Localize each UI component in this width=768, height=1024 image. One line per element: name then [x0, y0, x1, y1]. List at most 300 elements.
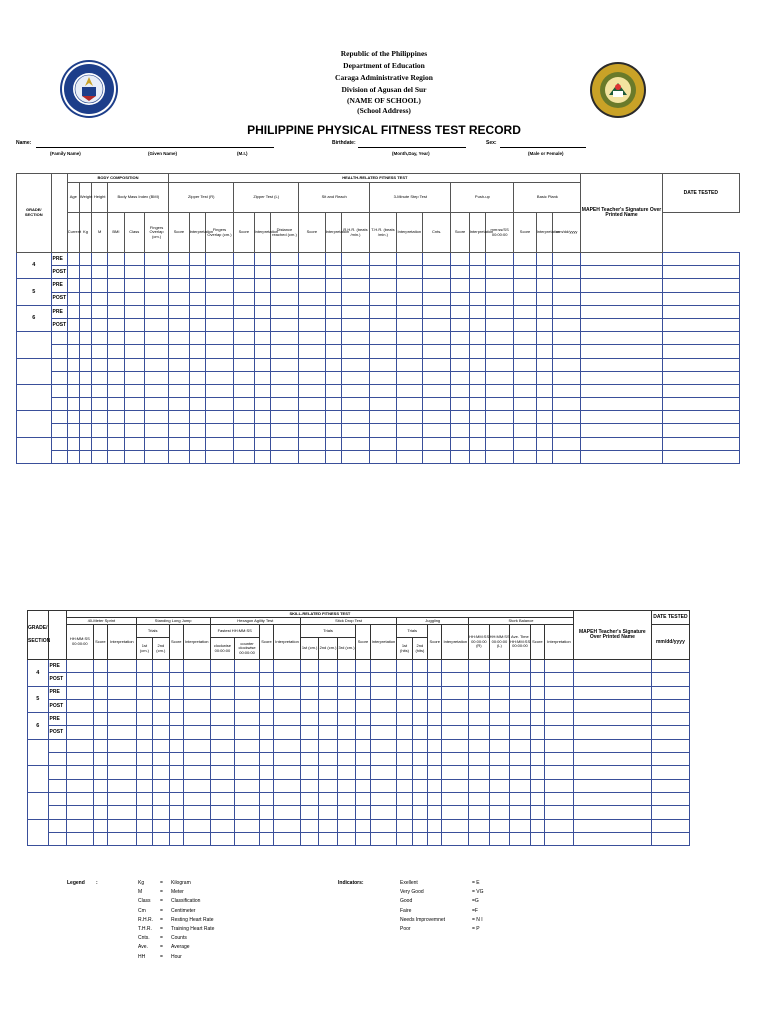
t1-data-cell[interactable]: [396, 332, 422, 345]
t1-data-cell[interactable]: [108, 279, 124, 292]
t1-data-cell[interactable]: [485, 450, 513, 463]
t1-data-cell[interactable]: [581, 332, 662, 345]
t2-data-cell[interactable]: [274, 832, 301, 845]
t2-data-cell[interactable]: [210, 699, 235, 712]
t1-data-cell[interactable]: [108, 411, 124, 424]
t1-data-cell[interactable]: [108, 305, 124, 318]
t1-data-cell[interactable]: [124, 398, 144, 411]
t1-data-cell[interactable]: [662, 305, 739, 318]
t2-data-cell[interactable]: [356, 806, 370, 819]
t1-data-cell[interactable]: [92, 332, 108, 345]
t2-data-cell[interactable]: [651, 660, 689, 673]
t2-data-cell[interactable]: [397, 832, 412, 845]
t1-data-cell[interactable]: [423, 411, 451, 424]
t2-data-cell[interactable]: [210, 686, 235, 699]
t2-data-cell[interactable]: [545, 819, 574, 832]
t2-data-cell[interactable]: [428, 779, 442, 792]
t1-data-cell[interactable]: [325, 279, 341, 292]
t1-data-cell[interactable]: [270, 279, 298, 292]
t1-data-cell[interactable]: [299, 371, 325, 384]
t1-data-cell[interactable]: [79, 318, 91, 331]
t2-data-cell[interactable]: [469, 726, 490, 739]
t1-data-cell[interactable]: [67, 411, 79, 424]
t2-data-cell[interactable]: [412, 753, 427, 766]
t1-data-cell[interactable]: [469, 345, 485, 358]
t1-data-cell[interactable]: [370, 345, 396, 358]
t2-data-cell[interactable]: [259, 779, 273, 792]
t1-data-cell[interactable]: [254, 411, 270, 424]
t2-data-cell[interactable]: [93, 713, 107, 726]
t1-data-cell[interactable]: [662, 345, 739, 358]
t2-data-cell[interactable]: [356, 779, 370, 792]
t2-data-cell[interactable]: [530, 726, 544, 739]
t2-data-cell[interactable]: [274, 753, 301, 766]
t1-data-cell[interactable]: [144, 253, 168, 266]
t2-data-cell[interactable]: [442, 779, 469, 792]
t2-data-cell[interactable]: [136, 779, 152, 792]
t1-data-cell[interactable]: [536, 411, 552, 424]
t1-data-cell[interactable]: [169, 437, 189, 450]
t2-data-cell[interactable]: [469, 713, 490, 726]
t1-data-cell[interactable]: [205, 253, 233, 266]
t2-data-cell[interactable]: [356, 753, 370, 766]
t2-data-cell[interactable]: [108, 673, 137, 686]
t1-data-cell[interactable]: [536, 305, 552, 318]
t2-data-cell[interactable]: [356, 832, 370, 845]
t1-data-cell[interactable]: [370, 318, 396, 331]
t1-data-cell[interactable]: [423, 279, 451, 292]
t2-data-cell[interactable]: [510, 699, 531, 712]
t2-data-cell[interactable]: [153, 699, 169, 712]
t2-data-cell[interactable]: [183, 832, 210, 845]
t1-data-cell[interactable]: [552, 253, 581, 266]
t1-data-cell[interactable]: [536, 266, 552, 279]
t2-data-cell[interactable]: [93, 726, 107, 739]
t1-data-cell[interactable]: [581, 292, 662, 305]
t2-data-cell[interactable]: [469, 792, 490, 805]
t1-data-cell[interactable]: [469, 384, 485, 397]
t2-data-cell[interactable]: [319, 686, 337, 699]
t2-data-cell[interactable]: [274, 819, 301, 832]
t1-data-cell[interactable]: [514, 424, 536, 437]
t1-data-cell[interactable]: [270, 371, 298, 384]
t1-data-cell[interactable]: [341, 253, 369, 266]
t1-data-cell[interactable]: [92, 345, 108, 358]
t2-data-cell[interactable]: [183, 779, 210, 792]
t1-data-cell[interactable]: [370, 424, 396, 437]
t1-data-cell[interactable]: [370, 450, 396, 463]
t1-data-cell[interactable]: [325, 266, 341, 279]
t2-data-cell[interactable]: [397, 713, 412, 726]
t2-data-cell[interactable]: [66, 753, 93, 766]
t2-data-cell[interactable]: [108, 806, 137, 819]
t2-data-cell[interactable]: [412, 673, 427, 686]
t1-data-cell[interactable]: [108, 253, 124, 266]
t1-data-cell[interactable]: [552, 424, 581, 437]
t2-data-cell[interactable]: [510, 753, 531, 766]
t2-data-cell[interactable]: [93, 753, 107, 766]
t1-data-cell[interactable]: [662, 371, 739, 384]
t1-data-cell[interactable]: [92, 437, 108, 450]
t1-data-cell[interactable]: [552, 398, 581, 411]
t2-data-cell[interactable]: [370, 779, 397, 792]
t1-data-cell[interactable]: [396, 253, 422, 266]
t1-data-cell[interactable]: [396, 437, 422, 450]
t2-data-cell[interactable]: [259, 699, 273, 712]
t1-data-cell[interactable]: [662, 253, 739, 266]
t1-data-cell[interactable]: [205, 384, 233, 397]
t1-data-cell[interactable]: [341, 266, 369, 279]
t1-data-cell[interactable]: [299, 345, 325, 358]
t1-data-cell[interactable]: [341, 292, 369, 305]
t1-data-cell[interactable]: [396, 384, 422, 397]
t2-data-cell[interactable]: [136, 792, 152, 805]
t2-data-cell[interactable]: [651, 779, 689, 792]
t2-data-cell[interactable]: [169, 792, 183, 805]
t2-data-cell[interactable]: [442, 673, 469, 686]
t2-data-cell[interactable]: [651, 726, 689, 739]
t1-data-cell[interactable]: [370, 253, 396, 266]
t2-data-cell[interactable]: [337, 726, 355, 739]
t1-data-cell[interactable]: [662, 384, 739, 397]
t2-data-cell[interactable]: [136, 753, 152, 766]
t2-data-cell[interactable]: [169, 753, 183, 766]
t2-data-cell[interactable]: [412, 792, 427, 805]
t2-data-cell[interactable]: [169, 673, 183, 686]
t2-data-cell[interactable]: [93, 673, 107, 686]
t2-data-cell[interactable]: [545, 726, 574, 739]
t1-data-cell[interactable]: [514, 411, 536, 424]
t1-data-cell[interactable]: [79, 424, 91, 437]
t1-data-cell[interactable]: [469, 305, 485, 318]
t2-data-cell[interactable]: [397, 806, 412, 819]
t1-data-cell[interactable]: [423, 398, 451, 411]
t2-data-cell[interactable]: [300, 819, 318, 832]
t2-data-cell[interactable]: [337, 806, 355, 819]
t2-data-cell[interactable]: [573, 779, 651, 792]
t2-data-cell[interactable]: [370, 832, 397, 845]
t2-data-cell[interactable]: [651, 819, 689, 832]
t2-data-cell[interactable]: [235, 766, 260, 779]
t1-data-cell[interactable]: [79, 371, 91, 384]
t1-data-cell[interactable]: [581, 253, 662, 266]
t2-data-cell[interactable]: [469, 806, 490, 819]
t1-data-cell[interactable]: [581, 371, 662, 384]
t1-data-cell[interactable]: [299, 318, 325, 331]
t1-data-cell[interactable]: [370, 398, 396, 411]
t1-data-cell[interactable]: [67, 253, 79, 266]
t1-data-cell[interactable]: [234, 279, 254, 292]
t2-data-cell[interactable]: [428, 726, 442, 739]
t1-data-cell[interactable]: [341, 358, 369, 371]
t2-data-cell[interactable]: [108, 766, 137, 779]
t1-data-cell[interactable]: [169, 305, 189, 318]
t1-data-cell[interactable]: [205, 332, 233, 345]
t2-data-cell[interactable]: [108, 753, 137, 766]
t2-data-cell[interactable]: [319, 766, 337, 779]
t2-data-cell[interactable]: [442, 819, 469, 832]
t1-data-cell[interactable]: [469, 371, 485, 384]
t1-data-cell[interactable]: [485, 332, 513, 345]
t1-data-cell[interactable]: [189, 371, 205, 384]
t2-data-cell[interactable]: [469, 832, 490, 845]
t2-data-cell[interactable]: [319, 819, 337, 832]
t1-data-cell[interactable]: [189, 266, 205, 279]
name-field-line[interactable]: [36, 147, 274, 148]
t2-data-cell[interactable]: [259, 673, 273, 686]
t2-data-cell[interactable]: [136, 713, 152, 726]
t2-data-cell[interactable]: [93, 686, 107, 699]
t1-data-cell[interactable]: [124, 318, 144, 331]
t2-data-cell[interactable]: [651, 739, 689, 752]
t2-data-cell[interactable]: [573, 832, 651, 845]
t2-data-cell[interactable]: [356, 660, 370, 673]
t2-data-cell[interactable]: [183, 713, 210, 726]
t2-data-cell[interactable]: [442, 766, 469, 779]
t2-data-cell[interactable]: [510, 779, 531, 792]
t1-data-cell[interactable]: [451, 253, 469, 266]
t1-data-cell[interactable]: [552, 305, 581, 318]
t2-data-cell[interactable]: [319, 753, 337, 766]
t2-data-cell[interactable]: [370, 726, 397, 739]
t2-data-cell[interactable]: [412, 779, 427, 792]
t2-data-cell[interactable]: [573, 660, 651, 673]
t1-data-cell[interactable]: [67, 266, 79, 279]
t2-data-cell[interactable]: [545, 806, 574, 819]
t2-data-cell[interactable]: [136, 686, 152, 699]
t1-data-cell[interactable]: [662, 411, 739, 424]
t2-data-cell[interactable]: [442, 699, 469, 712]
t2-data-cell[interactable]: [442, 739, 469, 752]
t1-data-cell[interactable]: [536, 279, 552, 292]
t1-data-cell[interactable]: [205, 345, 233, 358]
t1-data-cell[interactable]: [536, 318, 552, 331]
t1-data-cell[interactable]: [205, 318, 233, 331]
t2-data-cell[interactable]: [489, 766, 510, 779]
t1-data-cell[interactable]: [536, 358, 552, 371]
t2-data-cell[interactable]: [169, 779, 183, 792]
t1-data-cell[interactable]: [552, 384, 581, 397]
t1-data-cell[interactable]: [662, 318, 739, 331]
t2-data-cell[interactable]: [337, 753, 355, 766]
t1-data-cell[interactable]: [662, 398, 739, 411]
t2-data-cell[interactable]: [573, 699, 651, 712]
t1-data-cell[interactable]: [254, 253, 270, 266]
t2-data-cell[interactable]: [235, 806, 260, 819]
t2-data-cell[interactable]: [469, 766, 490, 779]
t1-data-cell[interactable]: [169, 292, 189, 305]
t1-data-cell[interactable]: [144, 424, 168, 437]
t1-data-cell[interactable]: [581, 266, 662, 279]
t1-data-cell[interactable]: [341, 345, 369, 358]
t2-data-cell[interactable]: [397, 726, 412, 739]
t2-data-cell[interactable]: [412, 766, 427, 779]
t1-data-cell[interactable]: [189, 318, 205, 331]
t1-data-cell[interactable]: [299, 266, 325, 279]
t2-data-cell[interactable]: [428, 806, 442, 819]
t1-data-cell[interactable]: [234, 398, 254, 411]
t1-data-cell[interactable]: [169, 332, 189, 345]
t2-data-cell[interactable]: [412, 832, 427, 845]
t1-data-cell[interactable]: [270, 292, 298, 305]
t1-data-cell[interactable]: [423, 371, 451, 384]
t1-data-cell[interactable]: [169, 266, 189, 279]
t1-data-cell[interactable]: [169, 345, 189, 358]
t2-data-cell[interactable]: [442, 726, 469, 739]
t1-data-cell[interactable]: [67, 371, 79, 384]
t1-data-cell[interactable]: [67, 384, 79, 397]
t2-data-cell[interactable]: [66, 713, 93, 726]
t1-data-cell[interactable]: [124, 253, 144, 266]
t1-data-cell[interactable]: [370, 437, 396, 450]
t2-data-cell[interactable]: [169, 699, 183, 712]
t2-data-cell[interactable]: [573, 819, 651, 832]
t2-data-cell[interactable]: [489, 739, 510, 752]
t1-data-cell[interactable]: [581, 450, 662, 463]
t2-data-cell[interactable]: [235, 779, 260, 792]
t1-data-cell[interactable]: [169, 398, 189, 411]
t2-data-cell[interactable]: [136, 739, 152, 752]
t1-data-cell[interactable]: [451, 450, 469, 463]
t2-data-cell[interactable]: [428, 819, 442, 832]
t1-data-cell[interactable]: [396, 411, 422, 424]
t2-data-cell[interactable]: [370, 792, 397, 805]
t1-data-cell[interactable]: [124, 305, 144, 318]
t1-data-cell[interactable]: [92, 371, 108, 384]
t2-data-cell[interactable]: [489, 673, 510, 686]
t1-data-cell[interactable]: [341, 332, 369, 345]
t1-data-cell[interactable]: [124, 371, 144, 384]
t2-data-cell[interactable]: [300, 766, 318, 779]
t1-data-cell[interactable]: [270, 398, 298, 411]
t2-data-cell[interactable]: [337, 673, 355, 686]
t1-data-cell[interactable]: [169, 411, 189, 424]
t1-data-cell[interactable]: [485, 266, 513, 279]
t2-data-cell[interactable]: [235, 832, 260, 845]
t2-data-cell[interactable]: [66, 779, 93, 792]
t1-data-cell[interactable]: [581, 437, 662, 450]
t2-data-cell[interactable]: [183, 699, 210, 712]
t2-data-cell[interactable]: [259, 713, 273, 726]
t1-data-cell[interactable]: [396, 358, 422, 371]
t2-data-cell[interactable]: [530, 713, 544, 726]
t2-data-cell[interactable]: [259, 819, 273, 832]
t2-data-cell[interactable]: [510, 819, 531, 832]
t2-data-cell[interactable]: [259, 686, 273, 699]
t2-data-cell[interactable]: [337, 832, 355, 845]
t1-data-cell[interactable]: [396, 318, 422, 331]
t1-data-cell[interactable]: [423, 253, 451, 266]
t1-data-cell[interactable]: [92, 253, 108, 266]
t2-data-cell[interactable]: [545, 779, 574, 792]
t1-data-cell[interactable]: [396, 266, 422, 279]
t1-data-cell[interactable]: [514, 384, 536, 397]
t1-data-cell[interactable]: [108, 398, 124, 411]
t1-data-cell[interactable]: [423, 384, 451, 397]
t1-data-cell[interactable]: [92, 450, 108, 463]
t2-data-cell[interactable]: [66, 686, 93, 699]
t2-data-cell[interactable]: [66, 819, 93, 832]
t1-data-cell[interactable]: [469, 266, 485, 279]
t2-data-cell[interactable]: [235, 753, 260, 766]
t2-data-cell[interactable]: [545, 766, 574, 779]
t1-data-cell[interactable]: [485, 437, 513, 450]
t1-data-cell[interactable]: [124, 358, 144, 371]
t2-data-cell[interactable]: [573, 739, 651, 752]
t1-data-cell[interactable]: [581, 345, 662, 358]
t2-data-cell[interactable]: [153, 779, 169, 792]
t1-data-cell[interactable]: [536, 332, 552, 345]
t1-data-cell[interactable]: [514, 345, 536, 358]
t2-data-cell[interactable]: [370, 660, 397, 673]
t1-data-cell[interactable]: [189, 292, 205, 305]
t2-data-cell[interactable]: [274, 673, 301, 686]
t1-data-cell[interactable]: [205, 266, 233, 279]
t1-data-cell[interactable]: [67, 424, 79, 437]
t2-data-cell[interactable]: [300, 739, 318, 752]
t2-data-cell[interactable]: [530, 699, 544, 712]
t2-data-cell[interactable]: [210, 779, 235, 792]
t2-data-cell[interactable]: [545, 660, 574, 673]
t2-data-cell[interactable]: [153, 792, 169, 805]
t2-data-cell[interactable]: [428, 673, 442, 686]
t2-data-cell[interactable]: [489, 726, 510, 739]
t1-data-cell[interactable]: [92, 305, 108, 318]
t1-data-cell[interactable]: [485, 305, 513, 318]
t2-data-cell[interactable]: [153, 832, 169, 845]
t1-data-cell[interactable]: [325, 384, 341, 397]
t2-data-cell[interactable]: [489, 806, 510, 819]
t1-data-cell[interactable]: [370, 305, 396, 318]
t1-data-cell[interactable]: [552, 332, 581, 345]
t2-data-cell[interactable]: [169, 713, 183, 726]
t2-data-cell[interactable]: [428, 792, 442, 805]
t2-data-cell[interactable]: [397, 660, 412, 673]
t1-data-cell[interactable]: [234, 371, 254, 384]
t2-data-cell[interactable]: [337, 766, 355, 779]
t1-data-cell[interactable]: [79, 384, 91, 397]
t1-data-cell[interactable]: [469, 437, 485, 450]
t2-data-cell[interactable]: [66, 806, 93, 819]
t2-data-cell[interactable]: [183, 686, 210, 699]
t1-data-cell[interactable]: [552, 292, 581, 305]
t2-data-cell[interactable]: [397, 779, 412, 792]
t2-data-cell[interactable]: [651, 753, 689, 766]
t2-data-cell[interactable]: [370, 673, 397, 686]
t1-data-cell[interactable]: [451, 437, 469, 450]
t1-data-cell[interactable]: [552, 266, 581, 279]
t2-data-cell[interactable]: [651, 699, 689, 712]
t1-data-cell[interactable]: [299, 358, 325, 371]
t1-data-cell[interactable]: [299, 253, 325, 266]
t2-data-cell[interactable]: [337, 792, 355, 805]
t2-data-cell[interactable]: [489, 660, 510, 673]
t1-data-cell[interactable]: [485, 345, 513, 358]
t2-data-cell[interactable]: [428, 686, 442, 699]
t1-data-cell[interactable]: [169, 279, 189, 292]
t1-data-cell[interactable]: [67, 437, 79, 450]
t2-data-cell[interactable]: [66, 673, 93, 686]
t2-data-cell[interactable]: [469, 699, 490, 712]
t2-data-cell[interactable]: [469, 753, 490, 766]
t1-data-cell[interactable]: [536, 253, 552, 266]
t1-data-cell[interactable]: [485, 398, 513, 411]
t1-data-cell[interactable]: [325, 398, 341, 411]
t1-data-cell[interactable]: [423, 437, 451, 450]
t1-data-cell[interactable]: [299, 292, 325, 305]
t1-data-cell[interactable]: [662, 424, 739, 437]
t1-data-cell[interactable]: [205, 292, 233, 305]
